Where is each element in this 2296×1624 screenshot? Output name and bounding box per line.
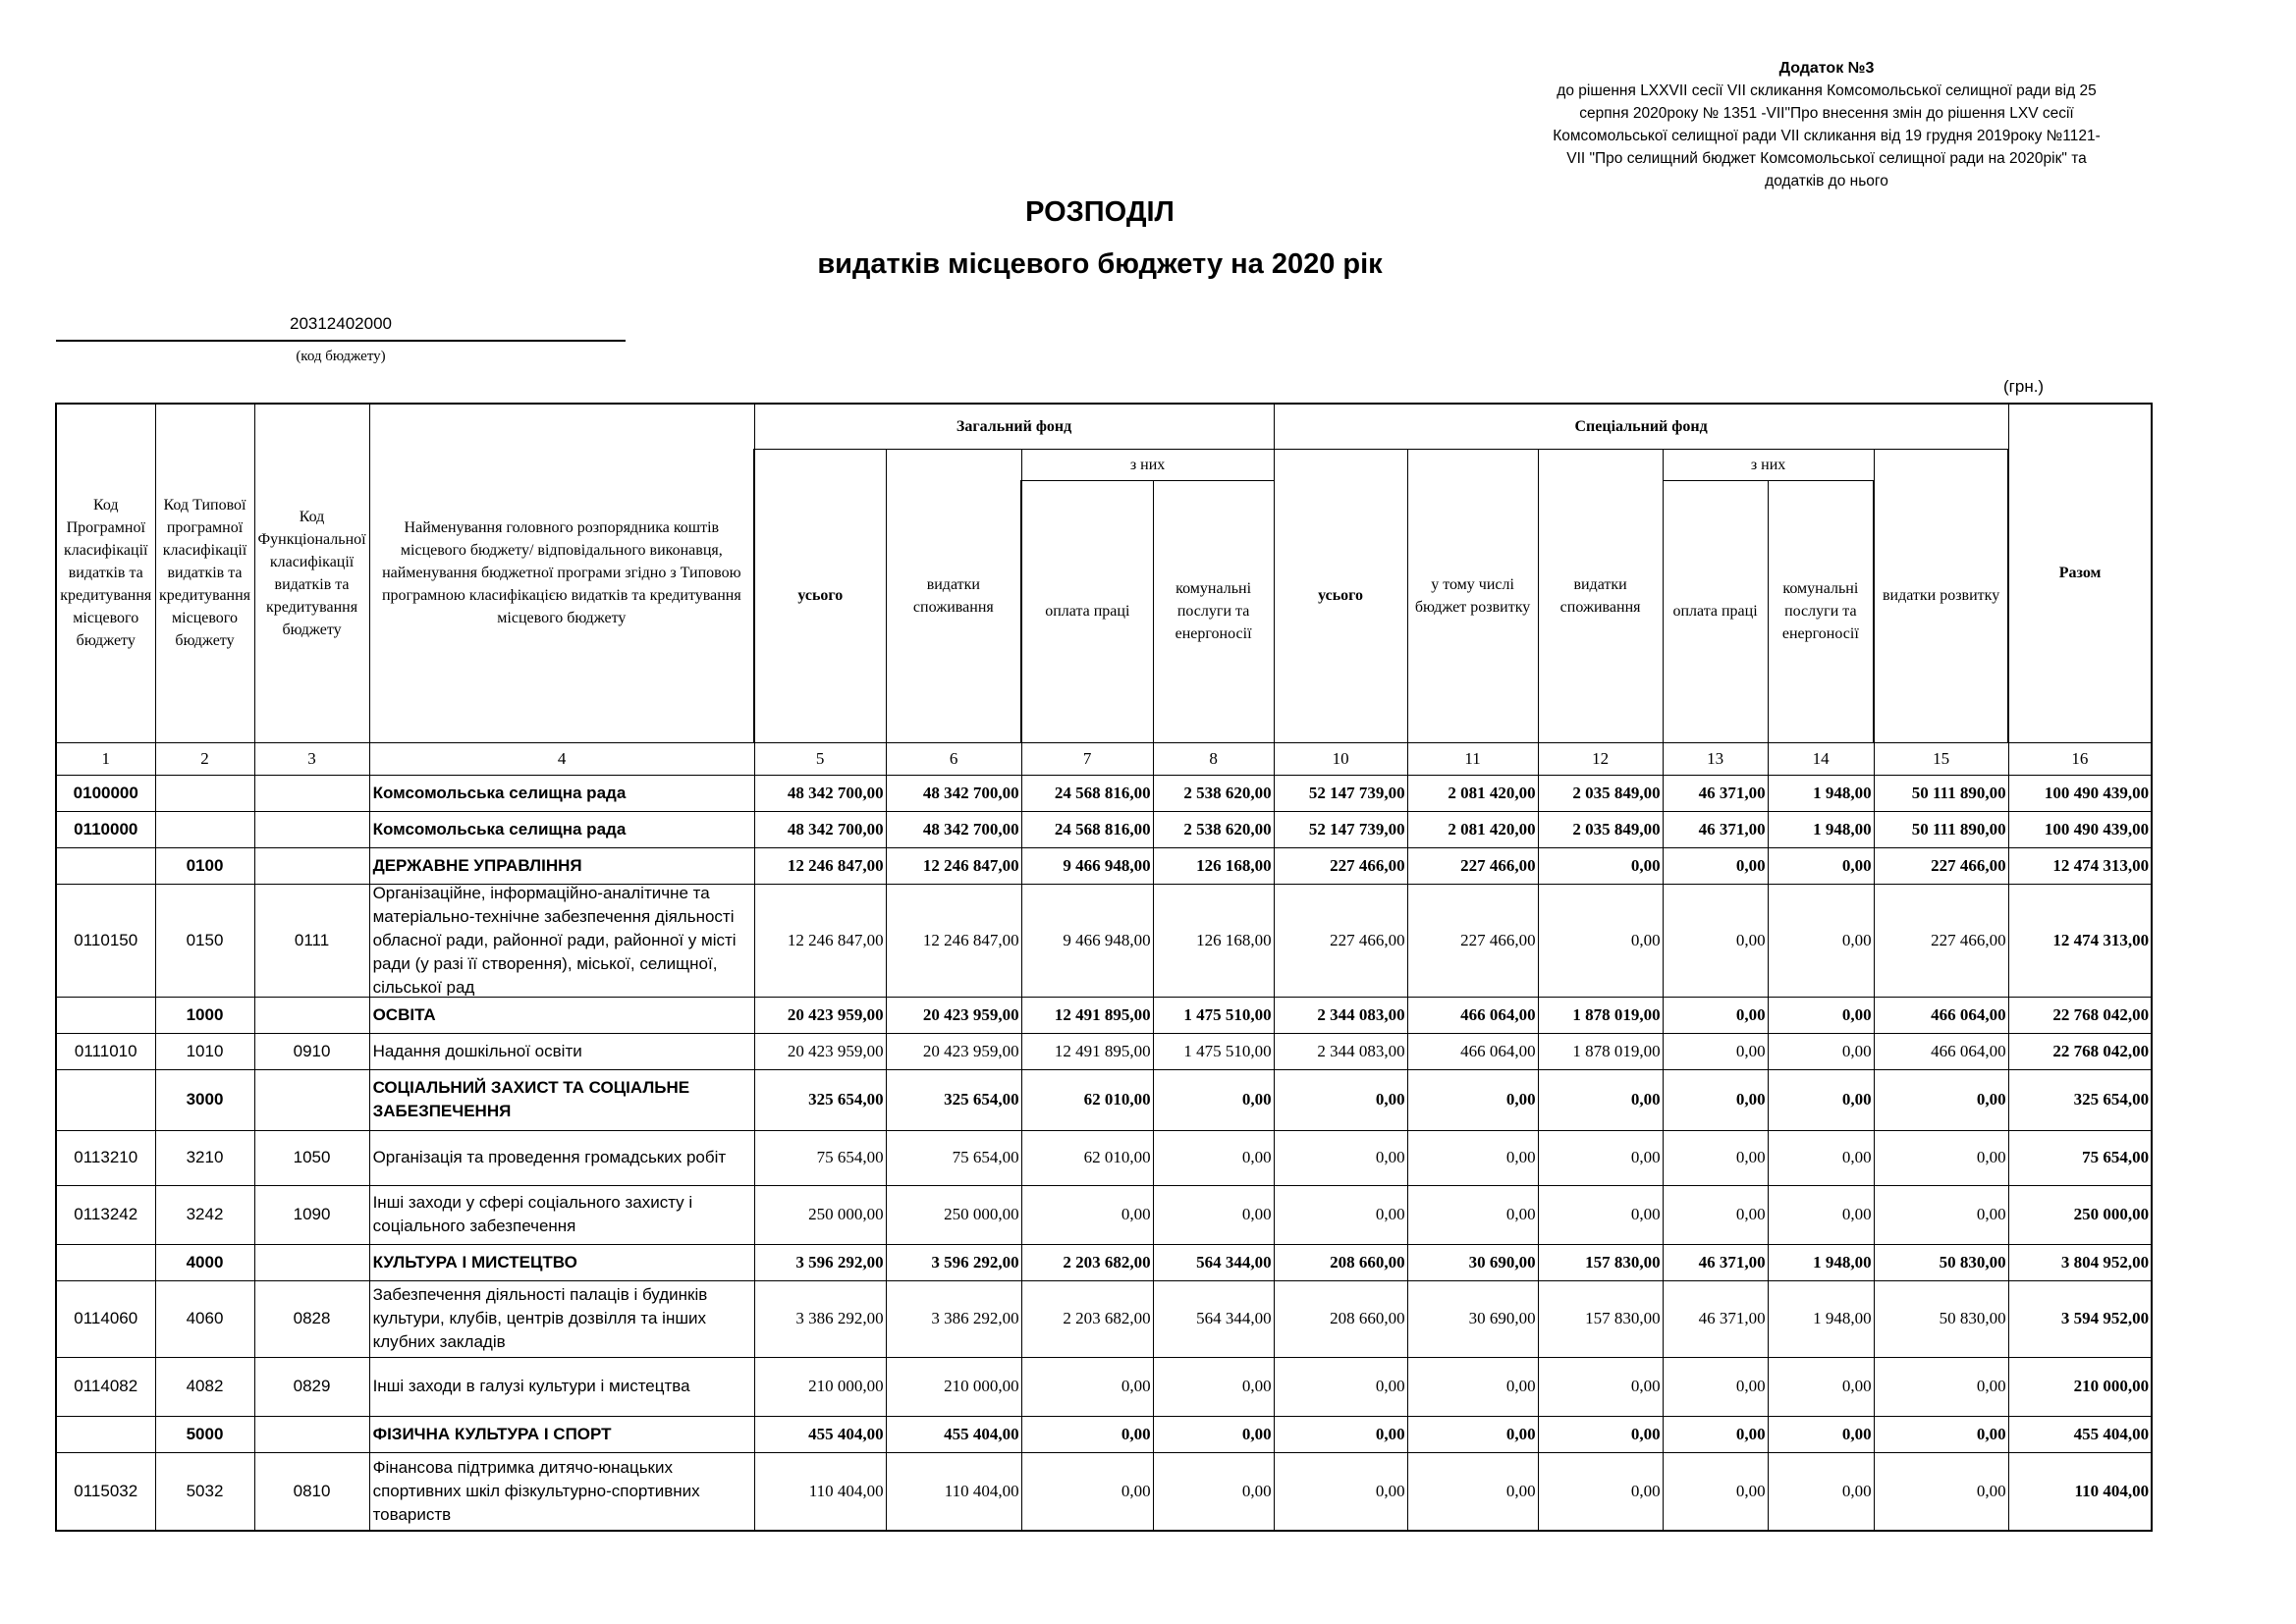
amount-cell: 12 246 847,00 — [754, 884, 886, 997]
amount-cell: 466 064,00 — [1874, 997, 2008, 1033]
column-number: 10 — [1274, 742, 1407, 775]
amount-cell: 12 474 313,00 — [2008, 847, 2152, 884]
amount-cell: 50 830,00 — [1874, 1280, 2008, 1357]
amount-cell: 227 466,00 — [1874, 847, 2008, 884]
amount-cell: 0,00 — [1021, 1357, 1153, 1416]
amount-cell: 48 342 700,00 — [754, 811, 886, 847]
column-number: 6 — [886, 742, 1021, 775]
amount-cell: 325 654,00 — [886, 1069, 1021, 1130]
amount-cell: 0,00 — [1538, 1452, 1663, 1531]
amount-cell: 24 568 816,00 — [1021, 775, 1153, 811]
amount-cell: 48 342 700,00 — [886, 775, 1021, 811]
amount-cell: 2 081 420,00 — [1407, 811, 1538, 847]
amount-cell: 52 147 739,00 — [1274, 811, 1407, 847]
expenditure-table — [55, 403, 2153, 1532]
amount-cell: 3 804 952,00 — [2008, 1244, 2152, 1280]
amount-cell: 12 474 313,00 — [2008, 884, 2152, 997]
amount-cell: 1 878 019,00 — [1538, 1033, 1663, 1069]
program-code-cell — [56, 1244, 155, 1280]
amount-cell: 2 035 849,00 — [1538, 775, 1663, 811]
amount-cell: 157 830,00 — [1538, 1244, 1663, 1280]
amount-cell: 0,00 — [1768, 884, 1874, 997]
header-typical-program-code: Код Типової програмної класифікації видатків та кредитування місцевого бюджету — [155, 404, 254, 742]
document-title: РОЗПОДІЛ — [1025, 196, 1175, 228]
amount-cell: 100 490 439,00 — [2008, 775, 2152, 811]
table-row — [56, 775, 2152, 811]
amount-cell: 0,00 — [1153, 1069, 1274, 1130]
amount-cell: 0,00 — [1663, 1185, 1768, 1244]
column-number: 4 — [369, 742, 754, 775]
amount-cell: 1 878 019,00 — [1538, 997, 1663, 1033]
amount-cell: 1 475 510,00 — [1153, 1033, 1274, 1069]
typical-program-code-cell: 5000 — [155, 1416, 254, 1452]
amount-cell: 12 246 847,00 — [886, 847, 1021, 884]
amount-cell: 30 690,00 — [1407, 1244, 1538, 1280]
amount-cell: 12 491 895,00 — [1021, 997, 1153, 1033]
column-number: 1 — [56, 742, 155, 775]
amount-cell: 1 948,00 — [1768, 1280, 1874, 1357]
amount-cell: 0,00 — [1663, 1357, 1768, 1416]
program-code-cell: 0113210 — [56, 1130, 155, 1185]
amount-cell: 0,00 — [1021, 1185, 1153, 1244]
amount-cell: 466 064,00 — [1407, 1033, 1538, 1069]
amount-cell: 0,00 — [1874, 1357, 2008, 1416]
table-row — [56, 1452, 2152, 1531]
amount-cell: 0,00 — [1768, 1452, 1874, 1531]
functional-code-cell: 1050 — [254, 1130, 369, 1185]
amount-cell: 0,00 — [1153, 1185, 1274, 1244]
column-number: 7 — [1021, 742, 1153, 775]
amount-cell: 2 081 420,00 — [1407, 775, 1538, 811]
column-number: 5 — [754, 742, 886, 775]
header-special-salary: оплата праці — [1663, 480, 1768, 742]
amount-cell: 0,00 — [1768, 997, 1874, 1033]
table-row — [56, 884, 2152, 997]
amount-cell: 0,00 — [1153, 1416, 1274, 1452]
program-name-cell: Фінансова підтримка дитячо-юнацьких спортивних шкіл фізкультурно-спортивних товариств — [369, 1452, 754, 1531]
amount-cell: 250 000,00 — [2008, 1185, 2152, 1244]
amount-cell: 24 568 816,00 — [1021, 811, 1153, 847]
amount-cell: 46 371,00 — [1663, 1280, 1768, 1357]
header-general-consumption: видатки споживання — [886, 449, 1021, 742]
amount-cell: 20 423 959,00 — [886, 997, 1021, 1033]
functional-code-cell — [254, 811, 369, 847]
program-code-cell: 0111010 — [56, 1033, 155, 1069]
header-special-total: усього — [1274, 449, 1407, 742]
amount-cell: 20 423 959,00 — [754, 1033, 886, 1069]
budget-code-caption: (код бюджету) — [296, 349, 386, 364]
amount-cell: 48 342 700,00 — [754, 775, 886, 811]
amount-cell: 0,00 — [1274, 1130, 1407, 1185]
currency-unit: (грн.) — [2003, 377, 2045, 396]
program-code-cell — [56, 1069, 155, 1130]
amount-cell: 0,00 — [1663, 847, 1768, 884]
amount-cell: 22 768 042,00 — [2008, 1033, 2152, 1069]
amount-cell: 0,00 — [1768, 847, 1874, 884]
amount-cell: 100 490 439,00 — [2008, 811, 2152, 847]
program-name-cell: Інші заходи в галузі культури і мистецтва — [369, 1357, 754, 1416]
functional-code-cell: 1090 — [254, 1185, 369, 1244]
amount-cell: 227 466,00 — [1274, 884, 1407, 997]
column-number: 15 — [1874, 742, 2008, 775]
functional-code-cell — [254, 997, 369, 1033]
amount-cell: 0,00 — [1768, 1069, 1874, 1130]
typical-program-code-cell: 5032 — [155, 1452, 254, 1531]
amount-cell: 0,00 — [1274, 1185, 1407, 1244]
header-program-code: Код Програмної класифікації видатків та кредитування місцевого бюджету — [56, 404, 155, 742]
amount-cell: 52 147 739,00 — [1274, 775, 1407, 811]
program-name-cell: Надання дошкільної освіти — [369, 1033, 754, 1069]
amount-cell: 22 768 042,00 — [2008, 997, 2152, 1033]
header-special-dev-budget: у тому числі бюджет розвитку — [1407, 449, 1538, 742]
program-code-cell — [56, 997, 155, 1033]
amount-cell: 0,00 — [1768, 1185, 1874, 1244]
column-number: 13 — [1663, 742, 1768, 775]
amount-cell: 455 404,00 — [2008, 1416, 2152, 1452]
header-sum: Разом — [2008, 404, 2152, 742]
typical-program-code-cell — [155, 811, 254, 847]
amount-cell: 48 342 700,00 — [886, 811, 1021, 847]
column-number: 2 — [155, 742, 254, 775]
budget-code: 20312402000 — [289, 314, 392, 333]
amount-cell: 110 404,00 — [886, 1452, 1021, 1531]
header-special-of-which: з них — [1663, 449, 1874, 480]
amount-cell: 30 690,00 — [1407, 1280, 1538, 1357]
amount-cell: 0,00 — [1663, 1452, 1768, 1531]
program-name-cell: ДЕРЖАВНЕ УПРАВЛІННЯ — [369, 847, 754, 884]
amount-cell: 62 010,00 — [1021, 1130, 1153, 1185]
header-special-consumption: видатки споживання — [1538, 449, 1663, 742]
column-number: 16 — [2008, 742, 2152, 775]
program-code-cell: 0113242 — [56, 1185, 155, 1244]
amount-cell: 0,00 — [1768, 1357, 1874, 1416]
amount-cell: 46 371,00 — [1663, 775, 1768, 811]
annex-line: додатків до нього — [1765, 173, 1888, 189]
program-code-cell: 0115032 — [56, 1452, 155, 1531]
typical-program-code-cell: 1000 — [155, 997, 254, 1033]
amount-cell: 208 660,00 — [1274, 1280, 1407, 1357]
amount-cell: 0,00 — [1538, 847, 1663, 884]
functional-code-cell: 0810 — [254, 1452, 369, 1531]
amount-cell: 9 466 948,00 — [1021, 847, 1153, 884]
header-general-utilities: комунальні послуги та енергоносії — [1153, 480, 1274, 742]
amount-cell: 50 111 890,00 — [1874, 775, 2008, 811]
column-number: 14 — [1768, 742, 1874, 775]
amount-cell: 0,00 — [1874, 1185, 2008, 1244]
amount-cell: 0,00 — [1407, 1185, 1538, 1244]
functional-code-cell: 0829 — [254, 1357, 369, 1416]
functional-code-cell — [254, 847, 369, 884]
amount-cell: 2 538 620,00 — [1153, 775, 1274, 811]
amount-cell: 75 654,00 — [754, 1130, 886, 1185]
header-general-fund: Загальний фонд — [754, 404, 1274, 449]
program-name-cell: Інші заходи у сфері соціального захисту і соціального забезпечення — [369, 1185, 754, 1244]
program-name-cell: Комсомольська селищна рада — [369, 775, 754, 811]
program-code-cell: 0110150 — [56, 884, 155, 997]
budget-code-underline — [56, 340, 626, 342]
table-row — [56, 1416, 2152, 1452]
program-code-cell: 0114060 — [56, 1280, 155, 1357]
table-row — [56, 1033, 2152, 1069]
amount-cell: 0,00 — [1874, 1130, 2008, 1185]
functional-code-cell — [254, 775, 369, 811]
header-special-utilities: комунальні послуги та енергоносії — [1768, 480, 1874, 742]
amount-cell: 3 596 292,00 — [886, 1244, 1021, 1280]
column-number: 12 — [1538, 742, 1663, 775]
amount-cell: 20 423 959,00 — [886, 1033, 1021, 1069]
amount-cell: 0,00 — [1874, 1069, 2008, 1130]
amount-cell: 1 948,00 — [1768, 775, 1874, 811]
program-name-cell: Комсомольська селищна рада — [369, 811, 754, 847]
typical-program-code-cell: 1010 — [155, 1033, 254, 1069]
table-row — [56, 1069, 2152, 1130]
amount-cell: 250 000,00 — [754, 1185, 886, 1244]
amount-cell: 0,00 — [1538, 1069, 1663, 1130]
amount-cell: 50 111 890,00 — [1874, 811, 2008, 847]
program-name-cell: КУЛЬТУРА І МИСТЕЦТВО — [369, 1244, 754, 1280]
amount-cell: 466 064,00 — [1407, 997, 1538, 1033]
amount-cell: 2 203 682,00 — [1021, 1280, 1153, 1357]
amount-cell: 0,00 — [1407, 1357, 1538, 1416]
amount-cell: 0,00 — [1274, 1416, 1407, 1452]
amount-cell: 12 491 895,00 — [1021, 1033, 1153, 1069]
table-row — [56, 1130, 2152, 1185]
header-functional-code: Код Функціональної класифікації видатків та кредитування бюджету — [254, 404, 369, 742]
amount-cell: 12 246 847,00 — [754, 847, 886, 884]
amount-cell: 0,00 — [1663, 884, 1768, 997]
annex-line: VII "Про селищний бюджет Комсомольської селищної ради на 2020рік" та — [1566, 150, 2087, 167]
amount-cell: 0,00 — [1407, 1069, 1538, 1130]
amount-cell: 0,00 — [1021, 1452, 1153, 1531]
amount-cell: 455 404,00 — [754, 1416, 886, 1452]
amount-cell: 0,00 — [1874, 1416, 2008, 1452]
amount-cell: 0,00 — [1274, 1069, 1407, 1130]
program-name-cell — [369, 884, 754, 997]
header-general-salary: оплата праці — [1021, 480, 1153, 742]
amount-cell: 0,00 — [1153, 1357, 1274, 1416]
amount-cell: 0,00 — [1407, 1130, 1538, 1185]
amount-cell: 466 064,00 — [1874, 1033, 2008, 1069]
amount-cell: 0,00 — [1874, 1452, 2008, 1531]
table-row — [56, 847, 2152, 884]
amount-cell: 0,00 — [1663, 1069, 1768, 1130]
amount-cell: 9 466 948,00 — [1021, 884, 1153, 997]
table-row — [56, 811, 2152, 847]
amount-cell: 227 466,00 — [1874, 884, 2008, 997]
amount-cell: 0,00 — [1768, 1416, 1874, 1452]
amount-cell: 75 654,00 — [886, 1130, 1021, 1185]
amount-cell: 2 344 083,00 — [1274, 997, 1407, 1033]
annex-line: серпня 2020року № 1351 -VII"Про внесення змін до рішення LXV сесії — [1579, 105, 2074, 122]
amount-cell: 1 948,00 — [1768, 811, 1874, 847]
amount-cell: 110 404,00 — [2008, 1452, 2152, 1531]
amount-cell: 455 404,00 — [886, 1416, 1021, 1452]
program-code-cell — [56, 1416, 155, 1452]
amount-cell: 0,00 — [1663, 997, 1768, 1033]
amount-cell: 208 660,00 — [1274, 1244, 1407, 1280]
typical-program-code-cell — [155, 775, 254, 811]
program-name-cell: СОЦІАЛЬНИЙ ЗАХИСТ ТА СОЦІАЛЬНЕ ЗАБЕЗПЕЧЕННЯ — [369, 1069, 754, 1130]
header-special-fund: Спеціальний фонд — [1274, 404, 2008, 449]
table-row — [56, 1185, 2152, 1244]
program-code-cell: 0114082 — [56, 1357, 155, 1416]
amount-cell: 227 466,00 — [1274, 847, 1407, 884]
amount-cell: 75 654,00 — [2008, 1130, 2152, 1185]
annex-title: Додаток №3 — [1778, 60, 1875, 77]
amount-cell: 325 654,00 — [2008, 1069, 2152, 1130]
amount-cell: 0,00 — [1538, 1357, 1663, 1416]
program-code-cell: 0100000 — [56, 775, 155, 811]
typical-program-code-cell: 4060 — [155, 1280, 254, 1357]
amount-cell: 0,00 — [1663, 1416, 1768, 1452]
functional-code-cell — [254, 1416, 369, 1452]
amount-cell: 157 830,00 — [1538, 1280, 1663, 1357]
amount-cell: 2 035 849,00 — [1538, 811, 1663, 847]
amount-cell: 0,00 — [1768, 1130, 1874, 1185]
amount-cell: 110 404,00 — [754, 1452, 886, 1531]
program-name-cell: Організація та проведення громадських робіт — [369, 1130, 754, 1185]
amount-cell: 250 000,00 — [886, 1185, 1021, 1244]
header-special-development: видатки розвитку — [1874, 449, 2008, 742]
amount-cell: 2 344 083,00 — [1274, 1033, 1407, 1069]
functional-code-cell — [254, 1244, 369, 1280]
amount-cell: 0,00 — [1663, 1130, 1768, 1185]
amount-cell: 0,00 — [1153, 1452, 1274, 1531]
amount-cell: 0,00 — [1021, 1416, 1153, 1452]
typical-program-code-cell: 0100 — [155, 847, 254, 884]
amount-cell: 0,00 — [1407, 1452, 1538, 1531]
typical-program-code-cell: 0150 — [155, 884, 254, 997]
amount-cell: 3 386 292,00 — [886, 1280, 1021, 1357]
annex-line: до рішення LXXVII сесії VII скликання Комсомольської селищної ради від 25 — [1557, 82, 2097, 99]
document-subtitle: видатків місцевого бюджету на 2020 рік — [817, 248, 1383, 280]
amount-cell: 0,00 — [1538, 1416, 1663, 1452]
amount-cell: 210 000,00 — [2008, 1357, 2152, 1416]
typical-program-code-cell: 3210 — [155, 1130, 254, 1185]
amount-cell: 2 203 682,00 — [1021, 1244, 1153, 1280]
amount-cell: 0,00 — [1538, 884, 1663, 997]
header-general-of-which: з них — [1021, 449, 1274, 480]
amount-cell: 62 010,00 — [1021, 1069, 1153, 1130]
table-row — [56, 997, 2152, 1033]
functional-code-cell: 0111 — [254, 884, 369, 997]
program-code-cell: 0110000 — [56, 811, 155, 847]
program-name-cell: ОСВІТА — [369, 997, 754, 1033]
program-code-cell — [56, 847, 155, 884]
amount-cell: 227 466,00 — [1407, 884, 1538, 997]
amount-cell: 0,00 — [1538, 1130, 1663, 1185]
amount-cell: 325 654,00 — [754, 1069, 886, 1130]
functional-code-cell: 0828 — [254, 1280, 369, 1357]
program-name-text: Організаційне, інформаційно-аналітичне та матеріально-технічне забезпечення діяльності обласної ради, районної ради, районної у місті ради (у разі її створення), міської, селищної, сільської рад — [372, 885, 737, 996]
amount-cell: 2 538 620,00 — [1153, 811, 1274, 847]
amount-cell: 46 371,00 — [1663, 811, 1768, 847]
amount-cell: 3 594 952,00 — [2008, 1280, 2152, 1357]
typical-program-code-cell: 3242 — [155, 1185, 254, 1244]
table-row — [56, 1280, 2152, 1357]
table-row — [56, 1244, 2152, 1280]
amount-cell: 210 000,00 — [886, 1357, 1021, 1416]
column-number: 3 — [254, 742, 369, 775]
amount-cell: 0,00 — [1538, 1185, 1663, 1244]
functional-code-cell — [254, 1069, 369, 1130]
amount-cell: 126 168,00 — [1153, 884, 1274, 997]
typical-program-code-cell: 3000 — [155, 1069, 254, 1130]
annex-note — [1512, 57, 2141, 192]
amount-cell: 0,00 — [1768, 1033, 1874, 1069]
amount-cell: 20 423 959,00 — [754, 997, 886, 1033]
amount-cell: 564 344,00 — [1153, 1244, 1274, 1280]
program-name-cell: ФІЗИЧНА КУЛЬТУРА І СПОРТ — [369, 1416, 754, 1452]
amount-cell: 46 371,00 — [1663, 1244, 1768, 1280]
amount-cell: 126 168,00 — [1153, 847, 1274, 884]
amount-cell: 0,00 — [1274, 1357, 1407, 1416]
functional-code-cell: 0910 — [254, 1033, 369, 1069]
amount-cell: 50 830,00 — [1874, 1244, 2008, 1280]
column-number: 11 — [1407, 742, 1538, 775]
amount-cell: 1 475 510,00 — [1153, 997, 1274, 1033]
table-row — [56, 1357, 2152, 1416]
header-general-total: усього — [754, 449, 886, 742]
amount-cell: 3 386 292,00 — [754, 1280, 886, 1357]
amount-cell: 0,00 — [1274, 1452, 1407, 1531]
column-number: 8 — [1153, 742, 1274, 775]
program-name-cell: Забезпечення діяльності палаців і будинків культури, клубів, центрів дозвілля та інших клубних закладів — [369, 1280, 754, 1357]
amount-cell: 227 466,00 — [1407, 847, 1538, 884]
amount-cell: 0,00 — [1407, 1416, 1538, 1452]
amount-cell: 0,00 — [1663, 1033, 1768, 1069]
typical-program-code-cell: 4082 — [155, 1357, 254, 1416]
amount-cell: 0,00 — [1153, 1130, 1274, 1185]
typical-program-code-cell: 4000 — [155, 1244, 254, 1280]
amount-cell: 3 596 292,00 — [754, 1244, 886, 1280]
header-name: Найменування головного розпорядника коштів місцевого бюджету/ відповідального виконавця, найменування бюджетної програми згідно з Типовою програмною класифікацією видатків та кредитування місцевого бюджету — [369, 404, 754, 742]
amount-cell: 210 000,00 — [754, 1357, 886, 1416]
amount-cell: 1 948,00 — [1768, 1244, 1874, 1280]
annex-line: Комсомольської селищної ради VII скликання від 19 грудня 2019року №1121- — [1553, 128, 2101, 144]
amount-cell: 12 246 847,00 — [886, 884, 1021, 997]
amount-cell: 564 344,00 — [1153, 1280, 1274, 1357]
